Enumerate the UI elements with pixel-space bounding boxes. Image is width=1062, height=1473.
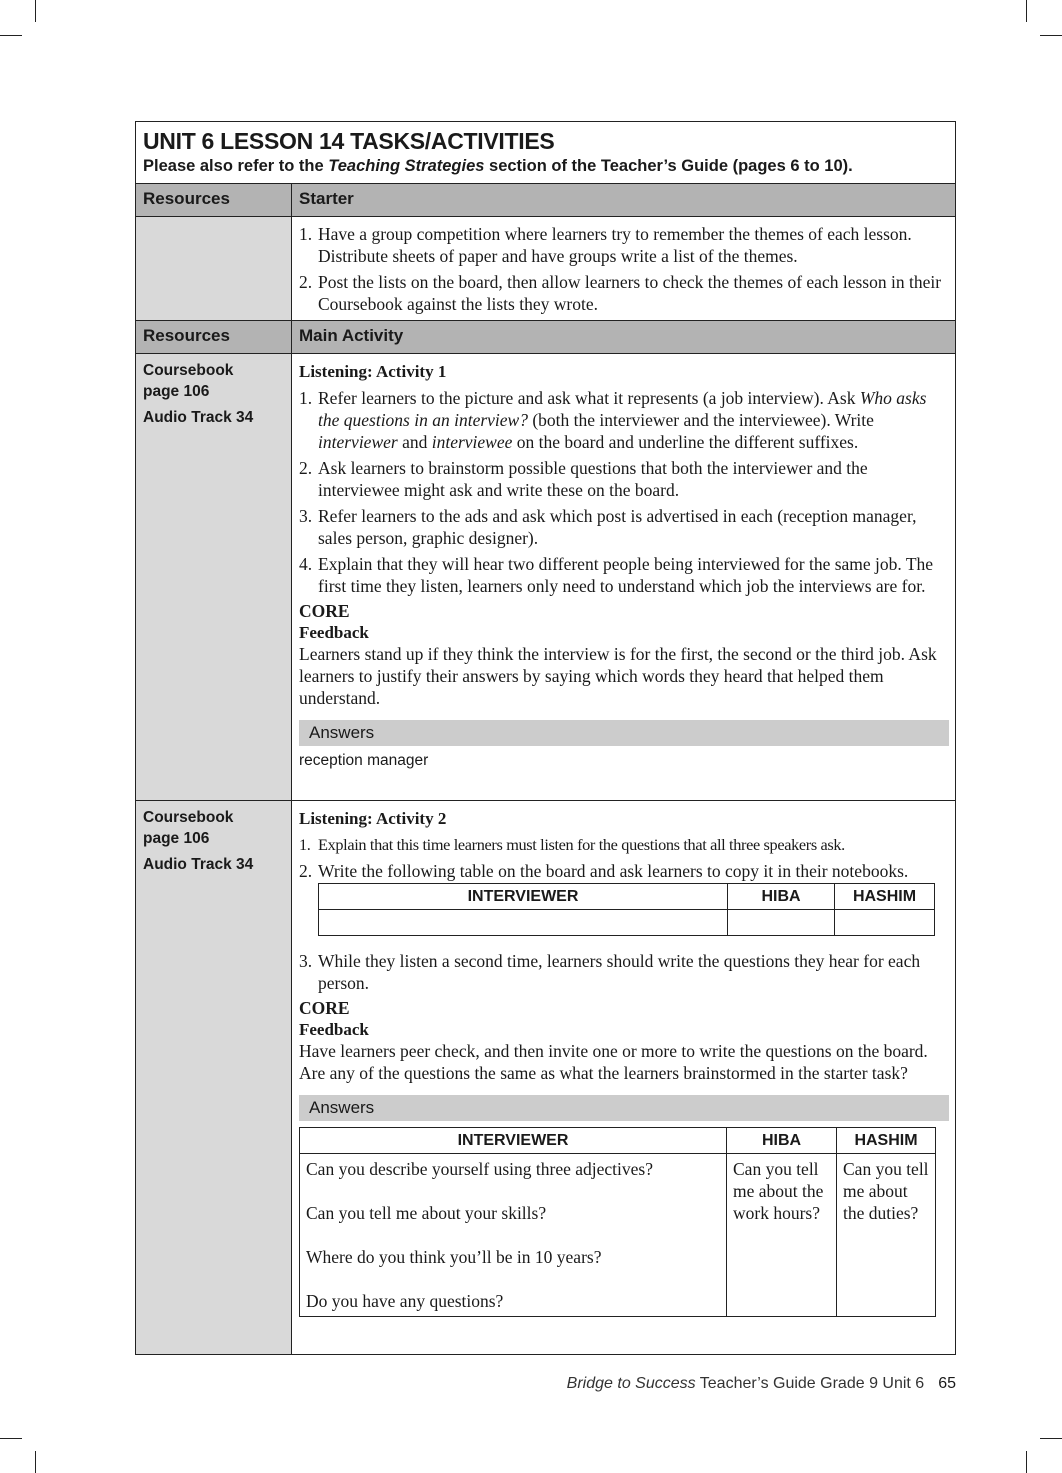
column-header: HIBA [727, 1128, 837, 1154]
list-item: 3. Refer learners to the ads and ask which post is advertised in each (reception manager, sales person, graphic designer). [299, 506, 917, 548]
core-label: CORE [299, 601, 350, 621]
activity2-row [136, 801, 955, 1354]
column-header: HASHIM [835, 884, 935, 910]
main-label-row [136, 321, 955, 354]
starter-list [299, 223, 949, 315]
blank-cell [835, 910, 935, 936]
crop-mark [0, 1438, 22, 1439]
subtitle-italic: Teaching Strategies [328, 157, 485, 175]
list-item: 2. Post the lists on the board, then allow learners to check the themes of each lesson in their Coursebook against the lists they wrote. [299, 272, 942, 314]
blank-cell [319, 910, 728, 936]
question: Can you describe yourself using three adjectives? [306, 1159, 653, 1179]
column-header: HIBA [728, 884, 835, 910]
column-header: INTERVIEWER [300, 1128, 727, 1154]
feedback-text: Learners stand up if they think the interview is for the first, the second or the third job. Ask learners to justify their answers by saying which words they heard that helped them understand. [299, 644, 937, 708]
lesson-subtitle [143, 155, 948, 177]
activity1-list [299, 387, 949, 597]
column-header: HASHIM [837, 1128, 936, 1154]
resource-coursebook: Coursebook [143, 362, 234, 379]
resource-page: page 106 [143, 383, 210, 400]
list-item: 1. Refer learners to the picture and ask what it represents (a job interview). Ask Who asks the questions in an interview? (both the interviewer and the interviewee). Write interviewer and interviewee on the board and underline the different suffixes. [299, 388, 927, 452]
lesson-table [135, 121, 956, 1355]
blank-table [318, 883, 935, 936]
activity1-title: Listening: Activity 1 [299, 362, 447, 381]
section-label-starter: Starter [299, 189, 354, 208]
resources-label: Resources [143, 326, 230, 345]
lesson-header [136, 122, 955, 184]
activity1-row [136, 354, 955, 801]
section-label-main: Main Activity [299, 326, 404, 345]
question: Do you have any questions? [306, 1291, 504, 1311]
list-item: 2. Ask learners to brainstorm possible questions that both the interviewer and the interviewee might ask and write these on the board. [299, 458, 868, 500]
answers-bar: Answers [299, 1095, 949, 1121]
resource-page: page 106 [143, 830, 210, 847]
activity2-resources [136, 801, 292, 1354]
crop-mark [1026, 0, 1027, 22]
lesson-title: UNIT 6 LESSON 14 TASKS/ACTIVITIES [143, 128, 555, 154]
crop-mark [1040, 1438, 1062, 1439]
interviewer-cell [300, 1154, 727, 1317]
list-item: 1. Explain that this time learners must listen for the questions that all three speakers ask. [299, 835, 845, 854]
hiba-cell: Can you tell me about the work hours? [727, 1154, 837, 1317]
book-subtitle: Teacher’s Guide Grade 9 Unit 6 [695, 1375, 925, 1392]
crop-mark [35, 0, 36, 22]
resource-audio: Audio Track 34 [143, 409, 254, 426]
list-item: 4. Explain that they will hear two different people being interviewed for the same job. The first time they listen, learners only need to understand which job the interviews are for. [299, 554, 934, 596]
page-footer [567, 1375, 956, 1393]
book-title: Bridge to Success [566, 1375, 696, 1392]
resources-label: Resources [143, 189, 230, 208]
column-header: INTERVIEWER [319, 884, 728, 910]
starter-label-row [136, 184, 955, 217]
activity2-list-continued [299, 950, 949, 994]
subtitle-text: section of the Teacher’s Guide (pages 6 to 10). [484, 157, 853, 175]
question: Can you tell me about your skills? [306, 1203, 547, 1223]
feedback-label: Feedback [299, 1020, 369, 1039]
resource-coursebook: Coursebook [143, 809, 234, 826]
answers-table [299, 1127, 936, 1317]
answer-text: reception manager [299, 752, 429, 769]
answers-bar: Answers [299, 720, 949, 746]
crop-mark [1040, 35, 1062, 36]
crop-mark [35, 1451, 36, 1473]
crop-mark [0, 35, 22, 36]
list-item: 2. Write the following table on the board and ask learners to copy it in their notebooks. [299, 861, 909, 881]
feedback-text: Have learners peer check, and then invite one or more to write the questions on the board. Are any of the questions the same as what the learners brainstormed in the starter task? [299, 1041, 928, 1083]
list-item: 1. Have a group competition where learners try to remember the themes of each lesson. Distribute sheets of paper and have groups write a list of the themes. [299, 224, 912, 266]
core-label: CORE [299, 998, 350, 1018]
resources-cell [136, 217, 292, 320]
feedback-label: Feedback [299, 623, 369, 642]
activity2-title: Listening: Activity 2 [299, 809, 447, 828]
starter-row [136, 217, 955, 321]
page-number: 65 [938, 1375, 956, 1392]
activity1-resources [136, 354, 292, 800]
resource-audio: Audio Track 34 [143, 856, 254, 873]
blank-cell [728, 910, 835, 936]
question: Where do you think you’ll be in 10 years? [306, 1247, 602, 1267]
subtitle-text: Please also refer to the [143, 157, 329, 175]
activity2-list [299, 834, 949, 882]
crop-mark [1026, 1451, 1027, 1473]
hashim-cell: Can you tell me about the duties? [837, 1154, 936, 1317]
list-item: 3. While they listen a second time, learners should write the questions they hear for each person. [299, 951, 921, 993]
